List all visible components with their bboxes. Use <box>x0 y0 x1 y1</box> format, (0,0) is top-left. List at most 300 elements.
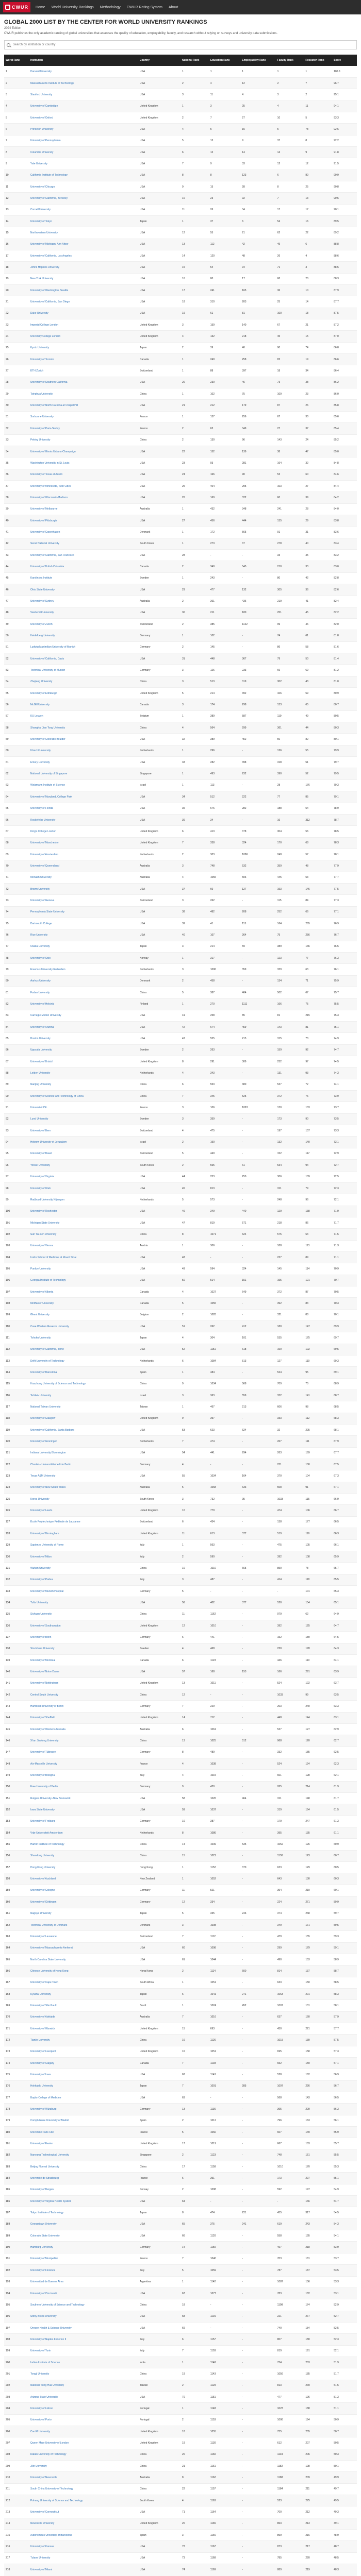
institution-link[interactable]: University of Auckland <box>29 1873 138 1885</box>
institution-link[interactable]: University of Virginia Health System <box>29 2196 138 2207</box>
institution-link[interactable]: Université Paris Cité <box>29 2127 138 2138</box>
institution-link[interactable]: University of Bristol <box>29 1056 138 1067</box>
institution-link[interactable]: Sun Yat-sen University <box>29 1229 138 1240</box>
institution-link[interactable]: Vanderbilt University <box>29 607 138 618</box>
education-rank-cell: 1012 <box>209 2115 241 2126</box>
institution-link[interactable]: Stanford University <box>29 89 138 100</box>
faculty-rank-cell: 127 <box>276 1355 304 1367</box>
institution-link[interactable]: Texas A&M University <box>29 1470 138 1482</box>
table-row <box>4 1413 357 1424</box>
institution-link[interactable]: University of Munich Hospital <box>29 1585 138 1597</box>
institution-link[interactable]: Utrecht University <box>29 745 138 756</box>
institution-link[interactable]: Shandong University <box>29 1850 138 1861</box>
institution-link[interactable]: University of Leeds <box>29 1505 138 1516</box>
institution-link[interactable]: Dalian University of Technology <box>29 2449 138 2460</box>
faculty-rank-cell: 80 <box>276 572 304 584</box>
national-rank-cell: 11 <box>180 204 209 215</box>
institution-link[interactable]: Tulane University <box>29 2552 138 2564</box>
national-rank-cell: 1 <box>180 630 209 641</box>
institution-link[interactable]: Monash University <box>29 872 138 883</box>
institution-link[interactable]: University of Florence <box>29 2265 138 2276</box>
institution-link[interactable]: University of São Paulo <box>29 2000 138 2011</box>
institution-link[interactable]: Complutense University of Madrid <box>29 2115 138 2126</box>
column-header[interactable]: Faculty Rank <box>276 55 304 66</box>
country-cell: Germany <box>138 1585 180 1597</box>
institution-link[interactable]: Oregon Health & Science University <box>29 2322 138 2333</box>
institution-link[interactable]: University of Zurich <box>29 619 138 630</box>
national-rank-cell: 13 <box>180 1735 209 1747</box>
institution-link[interactable]: Cardiff University <box>29 2426 138 2437</box>
institution-link[interactable]: University of Massachusetts Amherst <box>29 1942 138 1954</box>
institution-link[interactable]: University of Birmingham <box>29 1528 138 1539</box>
national-rank-cell: 22 <box>180 446 209 457</box>
faculty-rank-cell: 508 <box>276 1482 304 1493</box>
nav-methodology-link[interactable]: Methodology <box>100 5 121 9</box>
institution-link[interactable]: University of California, San Diego <box>29 296 138 308</box>
institution-link[interactable]: Hamburg University <box>29 2242 138 2253</box>
institution-link[interactable]: Northwestern University <box>29 227 138 239</box>
country-cell: USA <box>138 814 180 825</box>
institution-link[interactable]: University of Edinburgh <box>29 688 138 699</box>
institution-link[interactable]: Sapienza University of Rome <box>29 1539 138 1551</box>
institution-link[interactable]: Beijing Normal University <box>29 2161 138 2173</box>
institution-link[interactable]: Purdue University <box>29 1263 138 1275</box>
institution-link[interactable]: Columbia University <box>29 146 138 158</box>
institution-link[interactable]: University of Glasgow <box>29 1413 138 1424</box>
country-cell: Portugal <box>138 2403 180 2414</box>
institution-link[interactable]: Ludwig Maximilian University of Munich <box>29 641 138 653</box>
institution-link[interactable]: National Taiwan University <box>29 1401 138 1413</box>
institution-link[interactable]: Lund University <box>29 1113 138 1125</box>
institution-link[interactable]: Sorbonne University <box>29 411 138 422</box>
institution-link[interactable]: University of New South Wales <box>29 1482 138 1493</box>
institution-link[interactable]: University of Cologne <box>29 1885 138 1896</box>
institution-link[interactable]: Seoul National University <box>29 538 138 549</box>
institution-link[interactable]: Aix-Marseille University <box>29 1758 138 1770</box>
institution-link[interactable]: University of Arizona <box>29 1022 138 1033</box>
institution-link[interactable]: King's College London <box>29 826 138 837</box>
table-row <box>4 146 357 158</box>
institution-link[interactable]: University of Vienna <box>29 1240 138 1251</box>
institution-link[interactable]: University of Texas at Austin <box>29 469 138 480</box>
faculty-rank-cell: 1188 <box>276 2472 304 2483</box>
column-header[interactable]: Institution <box>29 55 138 66</box>
institution-link[interactable]: University of Sheffield <box>29 1712 138 1723</box>
institution-link[interactable]: Zhejiang University <box>29 676 138 687</box>
institution-link[interactable]: University of Milan <box>29 1551 138 1562</box>
institution-link[interactable]: University of Copenhagen <box>29 527 138 538</box>
institution-link[interactable]: ETH Zurich <box>29 365 138 377</box>
institution-link[interactable]: North Carolina State University <box>29 1954 138 1965</box>
employability-rank-cell: - <box>240 2530 275 2541</box>
institution-link[interactable]: Newcastle University <box>29 2518 138 2529</box>
institution-link[interactable]: University of Wisconsin-Madison <box>29 492 138 503</box>
score-cell: 70.3 <box>332 1298 357 1309</box>
nav-about-link[interactable]: About <box>168 5 178 9</box>
institution-link[interactable]: University of Virginia <box>29 1171 138 1182</box>
institution-link[interactable]: University of Freiburg <box>29 1816 138 1827</box>
nav-home-link[interactable]: Home <box>36 5 45 9</box>
institution-link[interactable]: Kyoto University <box>29 342 138 353</box>
institution-link[interactable]: University of Connecticut <box>29 2506 138 2518</box>
institution-link[interactable]: University of Bergen <box>29 2184 138 2195</box>
country-cell: Australia <box>138 596 180 607</box>
column-header[interactable]: Education Rank <box>209 55 241 66</box>
institution-link[interactable]: Duke University <box>29 308 138 319</box>
institution-link[interactable]: Leiden University <box>29 1067 138 1079</box>
institution-link[interactable]: Icahn School of Medicine at Mount Sinai <box>29 1251 138 1263</box>
institution-link[interactable]: University of Oxford <box>29 112 138 123</box>
institution-link[interactable]: University of Lisbon <box>29 2403 138 2414</box>
column-header[interactable]: National Rank <box>180 55 209 66</box>
institution-link[interactable]: Tongji University <box>29 2368 138 2380</box>
institution-link[interactable]: University of Göttingen <box>29 1896 138 1908</box>
institution-link[interactable]: Radboud University Nijmegen <box>29 1194 138 1206</box>
faculty-rank-cell: 601 <box>276 1770 304 1781</box>
institution-link[interactable]: University of Amsterdam <box>29 849 138 860</box>
institution-link[interactable]: Dartmouth College <box>29 918 138 929</box>
institution-link[interactable]: Karolinska Institute <box>29 572 138 584</box>
score-cell: 49.1 <box>332 2518 357 2529</box>
institution-link[interactable]: Brown University <box>29 883 138 894</box>
table-row <box>4 814 357 825</box>
institution-link[interactable]: Arizona State University <box>29 2391 138 2402</box>
nav-rankings-link[interactable]: World University Rankings <box>51 5 94 9</box>
institution-link[interactable]: McMaster University <box>29 1298 138 1309</box>
national-rank-cell: 1 <box>180 779 209 791</box>
institution-link[interactable]: Aarhus University <box>29 975 138 987</box>
institution-link[interactable]: University of Iowa <box>29 2069 138 2080</box>
research-rank-cell: 122 <box>304 1677 332 1689</box>
score-cell: 68.7 <box>332 1390 357 1401</box>
institution-link[interactable]: Imperial College London <box>29 319 138 331</box>
cwur-logo[interactable] <box>3 2 30 12</box>
institution-link[interactable]: Georgetown University <box>29 2218 138 2230</box>
country-cell: USA <box>138 77 180 89</box>
education-rank-cell: 385 <box>209 619 241 630</box>
institution-link[interactable]: Osaka University <box>29 941 138 952</box>
country-cell: China <box>138 1839 180 1850</box>
institution-link[interactable]: Princeton University <box>29 124 138 135</box>
institution-link[interactable]: University of Southern California <box>29 377 138 388</box>
national-rank-cell: 12 <box>180 1896 209 1908</box>
institution-link[interactable]: National University of Singapore <box>29 768 138 779</box>
institution-link[interactable]: Yonsei University <box>29 1160 138 1171</box>
institution-link[interactable]: Michigan State University <box>29 1217 138 1228</box>
institution-link[interactable]: Indiana University Bloomington <box>29 1447 138 1459</box>
country-cell: France <box>138 1102 180 1113</box>
institution-link[interactable]: University of Utah <box>29 1182 138 1194</box>
institution-link[interactable]: Vrije Universiteit Amsterdam <box>29 1827 138 1839</box>
institution-link[interactable]: Korea University <box>29 1494 138 1505</box>
institution-link[interactable]: University of Adelaide <box>29 2011 138 2023</box>
institution-link[interactable]: École Polytechnique Fédérale de Lausanne <box>29 1516 138 1528</box>
institution-link[interactable]: Shanghai Jiao Tong University <box>29 722 138 734</box>
institution-link[interactable]: University of Geneva <box>29 895 138 906</box>
institution-link[interactable]: Yale University <box>29 158 138 170</box>
institution-link[interactable]: Indian Institute of Science <box>29 2357 138 2368</box>
table-row <box>4 952 357 963</box>
institution-link[interactable]: McGill University <box>29 699 138 710</box>
education-rank-cell: 363 <box>209 1390 241 1401</box>
institution-link[interactable]: University of California, Davis <box>29 653 138 665</box>
institution-link[interactable]: University of Tokyo <box>29 215 138 227</box>
institution-link[interactable]: Delft University of Technology <box>29 1355 138 1367</box>
institution-link[interactable]: Uppsala University <box>29 1044 138 1056</box>
institution-link[interactable]: University of Nottingham <box>29 1677 138 1689</box>
search-box[interactable] <box>4 40 357 49</box>
institution-link[interactable]: Ghent University <box>29 1309 138 1320</box>
institution-link[interactable]: University of Kansas <box>29 2541 138 2552</box>
table-row <box>4 975 357 987</box>
institution-link[interactable]: Rutgers University–New Brunswick <box>29 1793 138 1804</box>
institution-link[interactable]: University of Alberta <box>29 1286 138 1297</box>
institution-link[interactable]: Queen Mary University of London <box>29 2437 138 2449</box>
institution-link[interactable]: Tokyo Institute of Technology <box>29 2207 138 2218</box>
institution-link[interactable]: Washington University in St. Louis <box>29 457 138 469</box>
employability-rank-cell: 75 <box>240 388 275 400</box>
institution-link[interactable]: Central South University <box>29 1689 138 1700</box>
research-rank-cell: 35 <box>304 549 332 561</box>
institution-link[interactable]: University of Warwick <box>29 2023 138 2034</box>
institution-link[interactable]: University of Paris-Saclay <box>29 423 138 434</box>
column-header[interactable]: World Rank <box>4 55 29 66</box>
research-rank-cell: 170 <box>304 2161 332 2173</box>
institution-link[interactable]: Ohio State University <box>29 584 138 595</box>
institution-link[interactable]: University of Turin <box>29 2345 138 2357</box>
institution-link[interactable]: Technical University of Denmark <box>29 1919 138 1930</box>
institution-link[interactable]: Huazhong University of Science and Technology <box>29 1378 138 1389</box>
column-header[interactable]: Score <box>332 55 357 66</box>
institution-link[interactable]: University of Queensland <box>29 860 138 872</box>
institution-link[interactable]: Tel Aviv University <box>29 1390 138 1401</box>
education-rank-cell: 521 <box>209 1885 241 1896</box>
institution-link[interactable]: New York University <box>29 273 138 284</box>
institution-link[interactable]: Emory University <box>29 757 138 768</box>
institution-link[interactable]: University of Colorado Boulder <box>29 734 138 745</box>
country-cell: Norway <box>138 952 180 963</box>
institution-link[interactable]: University of Miami <box>29 2564 138 2575</box>
column-header[interactable]: Country <box>138 55 180 66</box>
institution-link[interactable]: National Tsing Hua University <box>29 2380 138 2391</box>
institution-link[interactable]: Southern University of Science and Technology <box>29 2299 138 2311</box>
institution-link[interactable]: University of Montpellier <box>29 2253 138 2264</box>
institution-link[interactable]: University of North Carolina at Chapel Hill <box>29 400 138 411</box>
nav-rating-system-link[interactable]: CWUR Rating System <box>126 5 162 9</box>
world-rank-cell: 116 <box>4 1390 29 1401</box>
institution-link[interactable]: South China University of Technology <box>29 2483 138 2495</box>
institution-link[interactable]: KU Leuven <box>29 710 138 722</box>
institution-link[interactable]: Université PSL <box>29 1102 138 1113</box>
institution-link[interactable]: University of Cincinnati <box>29 2287 138 2299</box>
institution-link[interactable]: Kyushu University <box>29 1988 138 1999</box>
institution-link[interactable]: University of Montreal <box>29 1654 138 1666</box>
institution-link[interactable]: University of Pennsylvania <box>29 135 138 146</box>
institution-link[interactable]: Nanyang Technological University <box>29 2149 138 2161</box>
institution-link[interactable]: University of Illinois Urbana-Champaign <box>29 446 138 457</box>
institution-link[interactable]: University of British Columbia <box>29 561 138 572</box>
institution-link[interactable]: Pohang University of Science and Technology <box>29 2495 138 2506</box>
institution-link[interactable]: Pennsylvania State University <box>29 906 138 918</box>
institution-link[interactable]: Hebrew University of Jerusalem <box>29 1137 138 1148</box>
institution-link[interactable]: Sichuan University <box>29 1608 138 1620</box>
institution-link[interactable]: University of California, Santa Barbara <box>29 1425 138 1436</box>
institution-link[interactable]: Johns Hopkins University <box>29 262 138 273</box>
institution-link[interactable]: University of Cape Town <box>29 1977 138 1988</box>
education-rank-cell: 152 <box>209 446 241 457</box>
institution-link[interactable]: University of Padua <box>29 1574 138 1585</box>
institution-link[interactable]: University of California, San Francisco <box>29 549 138 561</box>
faculty-rank-cell: 1130 <box>276 1850 304 1861</box>
research-rank-cell: 10 <box>304 285 332 296</box>
institution-link[interactable]: University of Notre Dame <box>29 1666 138 1677</box>
institution-link[interactable]: Colorado State University <box>29 2230 138 2242</box>
research-rank-cell: 40 <box>304 538 332 549</box>
institution-link[interactable]: University of Washington, Seattle <box>29 285 138 296</box>
institution-link[interactable]: University of Chicago <box>29 181 138 192</box>
institution-link[interactable]: Boston University <box>29 1033 138 1044</box>
institution-link[interactable]: University of Florida <box>29 803 138 814</box>
institution-link[interactable]: University of Helsinki <box>29 998 138 1010</box>
institution-link[interactable]: University of Lausanne <box>29 1931 138 1942</box>
institution-link[interactable]: Baylor College of Medicine <box>29 2092 138 2104</box>
institution-link[interactable]: University of California, Los Angeles <box>29 250 138 262</box>
institution-link[interactable]: Xi'an Jiaotong University <box>29 1735 138 1747</box>
institution-link[interactable]: Harvard University <box>29 66 138 77</box>
institution-link[interactable]: Harbin Institute of Technology <box>29 1839 138 1850</box>
institution-link[interactable]: University of Bonn <box>29 1632 138 1643</box>
employability-rank-cell: 115 <box>240 918 275 929</box>
institution-link[interactable]: University of Minnesota, Twin Cities <box>29 480 138 492</box>
institution-link[interactable]: University of Western Australia <box>29 1724 138 1735</box>
institution-link[interactable]: University of Liverpool <box>29 2046 138 2057</box>
institution-link[interactable]: Tianjin University <box>29 2035 138 2046</box>
institution-link[interactable]: University of California, Berkeley <box>29 193 138 204</box>
institution-link[interactable]: University of Groningen <box>29 1436 138 1447</box>
institution-link[interactable]: University of Cambridge <box>29 100 138 112</box>
institution-link[interactable]: University of Newcastle <box>29 2472 138 2483</box>
score-cell: 76.7 <box>332 929 357 941</box>
institution-link[interactable]: Carnegie Mellon University <box>29 1010 138 1021</box>
score-cell: 74.5 <box>332 1056 357 1067</box>
column-header[interactable]: Research Rank <box>304 55 332 66</box>
institution-link[interactable]: Free University of Berlin <box>29 1781 138 1792</box>
institution-link[interactable]: Hong Kong University <box>29 1862 138 1873</box>
institution-link[interactable]: Georgia Institute of Technology <box>29 1275 138 1286</box>
faculty-rank-cell: 339 <box>276 964 304 975</box>
institution-link[interactable]: University of Manchester <box>29 837 138 849</box>
table-row <box>4 1332 357 1344</box>
institution-link[interactable]: Fudan University <box>29 987 138 998</box>
institution-link[interactable]: Stony Brook University <box>29 2311 138 2322</box>
institution-link[interactable]: Chinese University of Hong Kong <box>29 1965 138 1977</box>
world-rank-cell: 161 <box>4 1908 29 1919</box>
institution-link[interactable]: University of Southampton <box>29 1620 138 1631</box>
institution-link[interactable]: Massachusetts Institute of Technology <box>29 77 138 89</box>
faculty-rank-cell: 519 <box>276 1528 304 1539</box>
institution-link[interactable]: University of Würzburg <box>29 2104 138 2115</box>
institution-link[interactable]: Weizmann Institute of Science <box>29 779 138 791</box>
institution-link[interactable]: University of Michigan, Ann Arbor <box>29 239 138 250</box>
country-cell: United Kingdom <box>138 319 180 331</box>
search-input[interactable] <box>13 43 356 46</box>
institution-link[interactable]: University of Exeter <box>29 2138 138 2149</box>
institution-link[interactable]: Humboldt University of Berlin <box>29 1701 138 1712</box>
institution-link[interactable]: Nagoya University <box>29 1908 138 1919</box>
institution-link[interactable]: Jilin University <box>29 2461 138 2472</box>
institution-link[interactable]: University of Toronto <box>29 354 138 365</box>
institution-link[interactable]: University of Bologna <box>29 1770 138 1781</box>
institution-link[interactable]: Heidelberg University <box>29 630 138 641</box>
table-row <box>4 1954 357 1965</box>
institution-link[interactable]: California Institute of Technology <box>29 170 138 181</box>
institution-link[interactable]: University of Science and Technology of China <box>29 1091 138 1102</box>
research-rank-cell: 185 <box>304 1747 332 1758</box>
institution-link[interactable]: Rockefeller University <box>29 814 138 825</box>
institution-link[interactable]: Autonomous University of Barcelona <box>29 2530 138 2541</box>
institution-link[interactable]: Wuhan University <box>29 1563 138 1574</box>
institution-link[interactable]: Hokkaido University <box>29 2080 138 2092</box>
research-rank-cell: 92 <box>304 1044 332 1056</box>
institution-link[interactable]: Stockholm University <box>29 1643 138 1654</box>
institution-link[interactable]: Erasmus University Rotterdam <box>29 964 138 975</box>
employability-rank-cell: - <box>240 641 275 653</box>
table-row <box>4 1137 357 1148</box>
institution-link[interactable]: University of Rochester <box>29 1206 138 1217</box>
score-cell: 65.3 <box>332 1585 357 1597</box>
institution-link[interactable]: Nanjing University <box>29 1079 138 1090</box>
institution-link[interactable]: University of Melbourne <box>29 503 138 515</box>
institution-link[interactable]: University of Porto <box>29 2414 138 2426</box>
score-cell: 65.5 <box>332 1574 357 1585</box>
institution-link[interactable]: University of Basel <box>29 1148 138 1159</box>
table-row <box>4 1885 357 1896</box>
institution-link[interactable]: University of Sydney <box>29 596 138 607</box>
institution-link[interactable]: Tufts University <box>29 1597 138 1608</box>
institution-link[interactable]: University College London <box>29 331 138 342</box>
education-rank-cell: 1077 <box>209 2287 241 2299</box>
institution-link[interactable]: University of Naples Federico II <box>29 2334 138 2345</box>
institution-link[interactable]: University of Bern <box>29 1125 138 1137</box>
institution-link[interactable]: University of Calgary <box>29 2057 138 2069</box>
institution-link[interactable]: Iowa State University <box>29 1804 138 1816</box>
institution-link[interactable]: Technical University of Munich <box>29 665 138 676</box>
national-rank-cell: 8 <box>180 1747 209 1758</box>
institution-link[interactable]: Cornell University <box>29 204 138 215</box>
institution-link[interactable]: Charité – Universitätsmedizin Berlin <box>29 1459 138 1470</box>
institution-link[interactable]: Tohoku University <box>29 1332 138 1344</box>
institution-link[interactable]: Tsinghua University <box>29 388 138 400</box>
institution-link[interactable]: University of Oslo <box>29 952 138 963</box>
institution-link[interactable]: Case Western Reserve University <box>29 1320 138 1332</box>
institution-link[interactable]: University of Tübingen <box>29 1747 138 1758</box>
national-rank-cell: 9 <box>180 181 209 192</box>
institution-link[interactable]: Universidad de Buenos Aires <box>29 2276 138 2287</box>
national-rank-cell: 8 <box>180 1229 209 1240</box>
column-header[interactable]: Employability Rank <box>240 55 275 66</box>
country-cell: Hong Kong <box>138 1965 180 1977</box>
institution-link[interactable]: University of Pittsburgh <box>29 515 138 526</box>
institution-link[interactable]: Peking University <box>29 434 138 446</box>
institution-link[interactable]: University of Maryland, College Park <box>29 791 138 803</box>
institution-link[interactable]: Rice University <box>29 929 138 941</box>
education-rank-cell: 1055 <box>209 2426 241 2437</box>
table-row <box>4 2437 357 2449</box>
score-cell: 63.5 <box>332 1689 357 1700</box>
institution-link[interactable]: University of California, Irvine <box>29 1344 138 1355</box>
institution-link[interactable]: University of Barcelona <box>29 1367 138 1378</box>
institution-link[interactable]: Université de Strasbourg <box>29 2173 138 2184</box>
